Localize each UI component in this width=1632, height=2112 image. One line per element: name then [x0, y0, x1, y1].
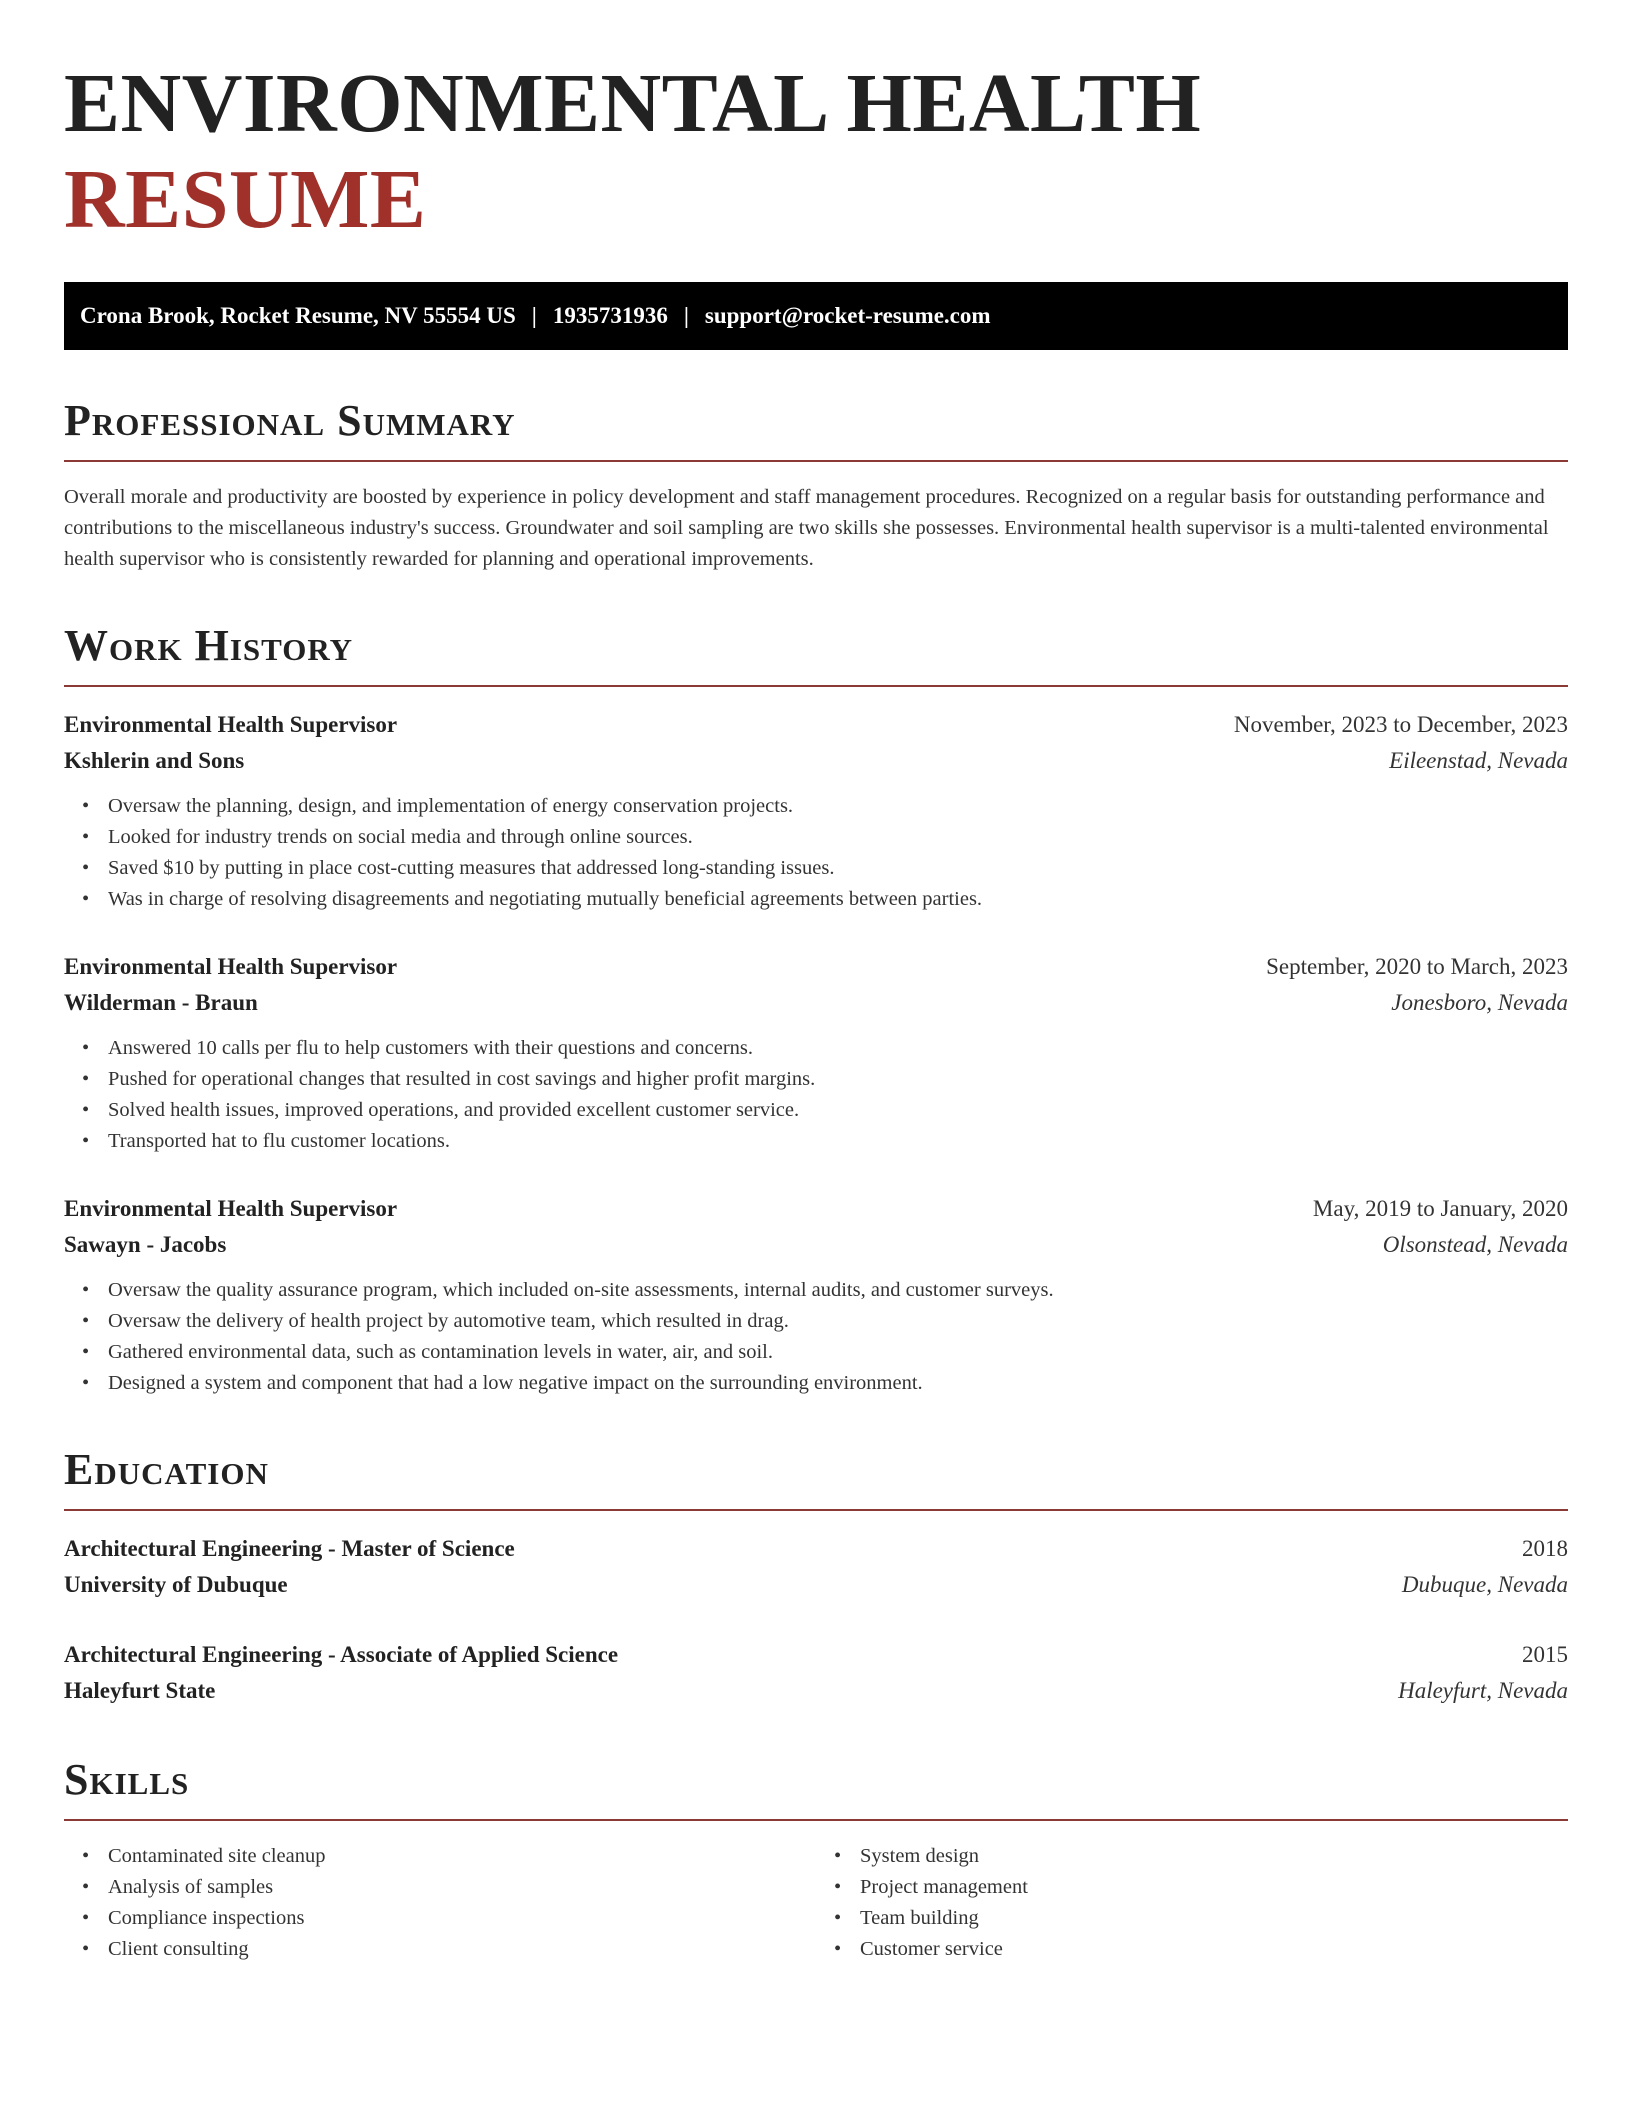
job-bullets: [64, 1275, 1568, 1399]
list-item: • Project management: [860, 1872, 1568, 1903]
education-school: University of Dubuque: [64, 1572, 288, 1597]
education-section: [64, 1445, 1568, 1709]
job-bullets: [64, 1033, 1568, 1157]
section-heading: Professional Summary: [64, 396, 516, 445]
list-item: • Looked for industry trends on social media and through online sources.: [108, 822, 1568, 853]
list-item: • Designed a system and component that had a low negative impact on the surrounding environment.: [108, 1368, 1568, 1399]
section-heading: Education: [64, 1445, 269, 1494]
list-item: • Pushed for operational changes that resulted in cost savings and higher profit margins.: [108, 1064, 1568, 1095]
section-divider: [64, 1509, 1568, 1511]
list-item: • Answered 10 calls per flu to help customers with their questions and concerns.: [108, 1033, 1568, 1064]
job-title: Environmental Health Supervisor: [64, 954, 398, 979]
job-entry: [64, 707, 1568, 915]
list-item: • System design: [860, 1841, 1568, 1872]
skills-column-left: [64, 1841, 816, 1965]
list-item: • Saved $10 by putting in place cost-cutting measures that addressed long-standing issues.: [108, 853, 1568, 884]
list-item: • Contaminated site cleanup: [108, 1841, 816, 1872]
list-item: • Client consulting: [108, 1934, 816, 1965]
job-location: Eileenstad, Nevada: [1389, 748, 1568, 773]
job-dates: May, 2019 to January, 2020: [1312, 1196, 1568, 1221]
job-dates: November, 2023 to December, 2023: [1233, 712, 1568, 737]
job-title: Environmental Health Supervisor: [64, 712, 398, 737]
job-dates: September, 2020 to March, 2023: [1266, 954, 1568, 979]
education-school: Haleyfurt State: [64, 1678, 216, 1703]
job-location: Jonesboro, Nevada: [1391, 990, 1568, 1015]
education-entry: [64, 1531, 1568, 1603]
summary-text: Overall morale and productivity are boosted by experience in policy development and staff management procedures. Recognized on a regular basis for outstanding performance and contributions to the miscellaneous industry's success. Groundwater and soil sampling are two skills she possesses. Environmental health supervisor is a multi-talented environmental health supervisor who is consistently rewarded for planning and operational improvements.: [64, 486, 1549, 570]
skills-grid: [64, 1841, 1568, 1965]
contact-bar: [64, 282, 1568, 350]
job-company: Kshlerin and Sons: [64, 748, 245, 773]
contact-phone: 1935731936: [552, 303, 668, 328]
education-entry: [64, 1637, 1568, 1709]
education-location: Dubuque, Nevada: [1401, 1572, 1568, 1597]
section-heading: Skills: [64, 1755, 190, 1804]
job-entry: [64, 949, 1568, 1157]
title-main: ENVIRONMENTAL HEALTH: [64, 57, 1202, 150]
list-item: • Oversaw the quality assurance program, which included on-site assessments, internal audits, and customer surveys.: [108, 1275, 1568, 1306]
job-entry: [64, 1191, 1568, 1399]
section-divider: [64, 685, 1568, 687]
resume-title: [64, 56, 1568, 248]
section-divider: [64, 460, 1568, 462]
list-item: • Gathered environmental data, such as contamination levels in water, air, and soil.: [108, 1337, 1568, 1368]
work-history-section: [64, 621, 1568, 1399]
list-item: • Solved health issues, improved operations, and provided excellent customer service.: [108, 1095, 1568, 1126]
list-item: • Oversaw the planning, design, and implementation of energy conservation projects.: [108, 791, 1568, 822]
job-title: Environmental Health Supervisor: [64, 1196, 398, 1221]
skills-column-right: [816, 1841, 1568, 1965]
list-item: • Analysis of samples: [108, 1872, 816, 1903]
job-bullets: [64, 791, 1568, 915]
education-year: 2015: [1522, 1642, 1568, 1667]
list-item: • Customer service: [860, 1934, 1568, 1965]
list-item: • Was in charge of resolving disagreements and negotiating mutually beneficial agreements between parties.: [108, 884, 1568, 915]
education-degree: Architectural Engineering - Master of Science: [64, 1536, 515, 1561]
list-item: • Team building: [860, 1903, 1568, 1934]
education-degree: Architectural Engineering - Associate of Applied Science: [64, 1642, 619, 1667]
title-accent: RESUME: [64, 153, 427, 246]
job-company: Sawayn - Jacobs: [64, 1232, 227, 1257]
education-year: 2018: [1522, 1536, 1568, 1561]
list-item: • Transported hat to flu customer locations.: [108, 1126, 1568, 1157]
contact-address: Crona Brook, Rocket Resume, NV 55554 US: [80, 303, 516, 328]
list-item: • Oversaw the delivery of health project by automotive team, which resulted in drag.: [108, 1306, 1568, 1337]
job-company: Wilderman - Braun: [64, 990, 258, 1015]
contact-separator: |: [531, 303, 537, 328]
list-item: • Compliance inspections: [108, 1903, 816, 1934]
contact-email: support@rocket-resume.com: [704, 303, 991, 328]
skills-section: [64, 1755, 1568, 1965]
skills-list: [64, 1841, 816, 1965]
job-location: Olsonstead, Nevada: [1382, 1232, 1568, 1257]
education-location: Haleyfurt, Nevada: [1398, 1678, 1568, 1703]
summary-section: [64, 396, 1568, 575]
skills-list: [816, 1841, 1568, 1965]
section-heading: Work History: [64, 621, 354, 670]
contact-separator: |: [683, 303, 689, 328]
section-divider: [64, 1819, 1568, 1821]
